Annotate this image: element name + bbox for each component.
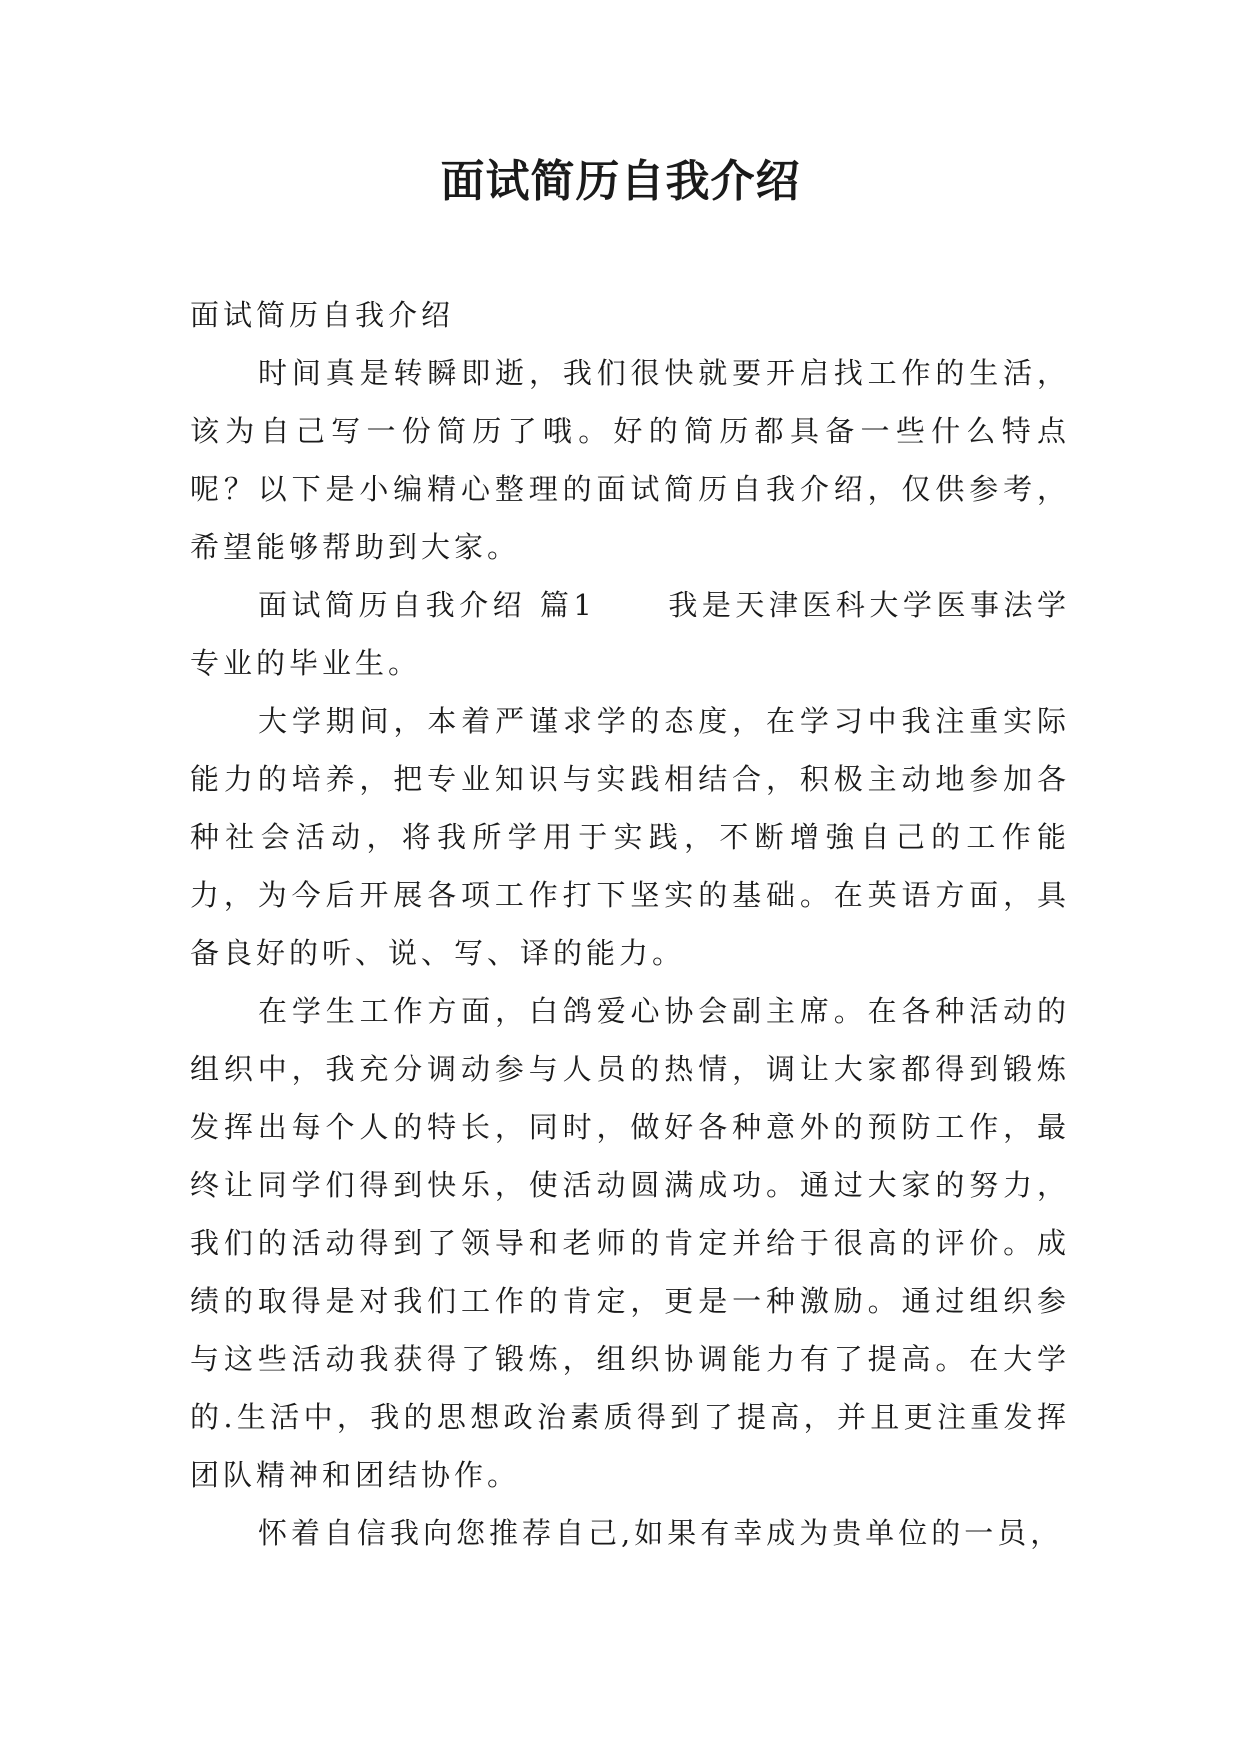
closing-paragraph: 怀着自信我向您推荐自己,如果有幸成为贵单位的一员， xyxy=(258,1516,1064,1550)
intro-paragraph: 时间真是转瞬即逝，我们很快就要开启找工作的生活，该为自己写一份简历了哦。好的简历都具备一些什么特点呢？以下是小编精心整理的面试简历自我介绍，仅供参考，希望能够帮助到大家。 xyxy=(190,356,1070,564)
section-1-paragraph xyxy=(190,576,1070,692)
subtitle-paragraph: 面试简历自我介绍 xyxy=(190,298,455,332)
section-1-text: 我是天津医科大学医事法学专业的毕业生。 xyxy=(190,588,1070,680)
study-paragraph: 大学期间，本着严谨求学的态度，在学习中我注重实际能力的培养，把专业知识与实践相结合，积极主动地参加各种社会活动，将我所学用于实践，不断增強自己的工作能力，为今后开展各项工作打下坚实的基础。在英语方面，具备良好的听、说、写、译的能力。 xyxy=(190,704,1070,970)
student-work-paragraph: 在学生工作方面，白鸽爱心协会副主席。在各种活动的组织中，我充分调动参与人员的热情，调让大家都得到锻炼发挥出每个人的特长，同时，做好各种意外的预防工作，最终让同学们得到快乐，使活动圆满成功。通过大家的努力，我们的活动得到了领导和老师的肯定并给于很高的评价。成绩的取得是对我们工作的肯定，更是一种激励。通过组织参与这些活动我获得了锻炼，组织协调能力有了提高。在大学的.生活中，我的思想政治素质得到了提高，并且更注重发挥团队精神和团结协作。 xyxy=(190,994,1070,1492)
section-1-heading: 面试简历自我介绍 篇1 xyxy=(258,588,596,622)
document-body xyxy=(190,286,1070,1562)
document-title: 面试简历自我介绍 xyxy=(440,156,801,207)
